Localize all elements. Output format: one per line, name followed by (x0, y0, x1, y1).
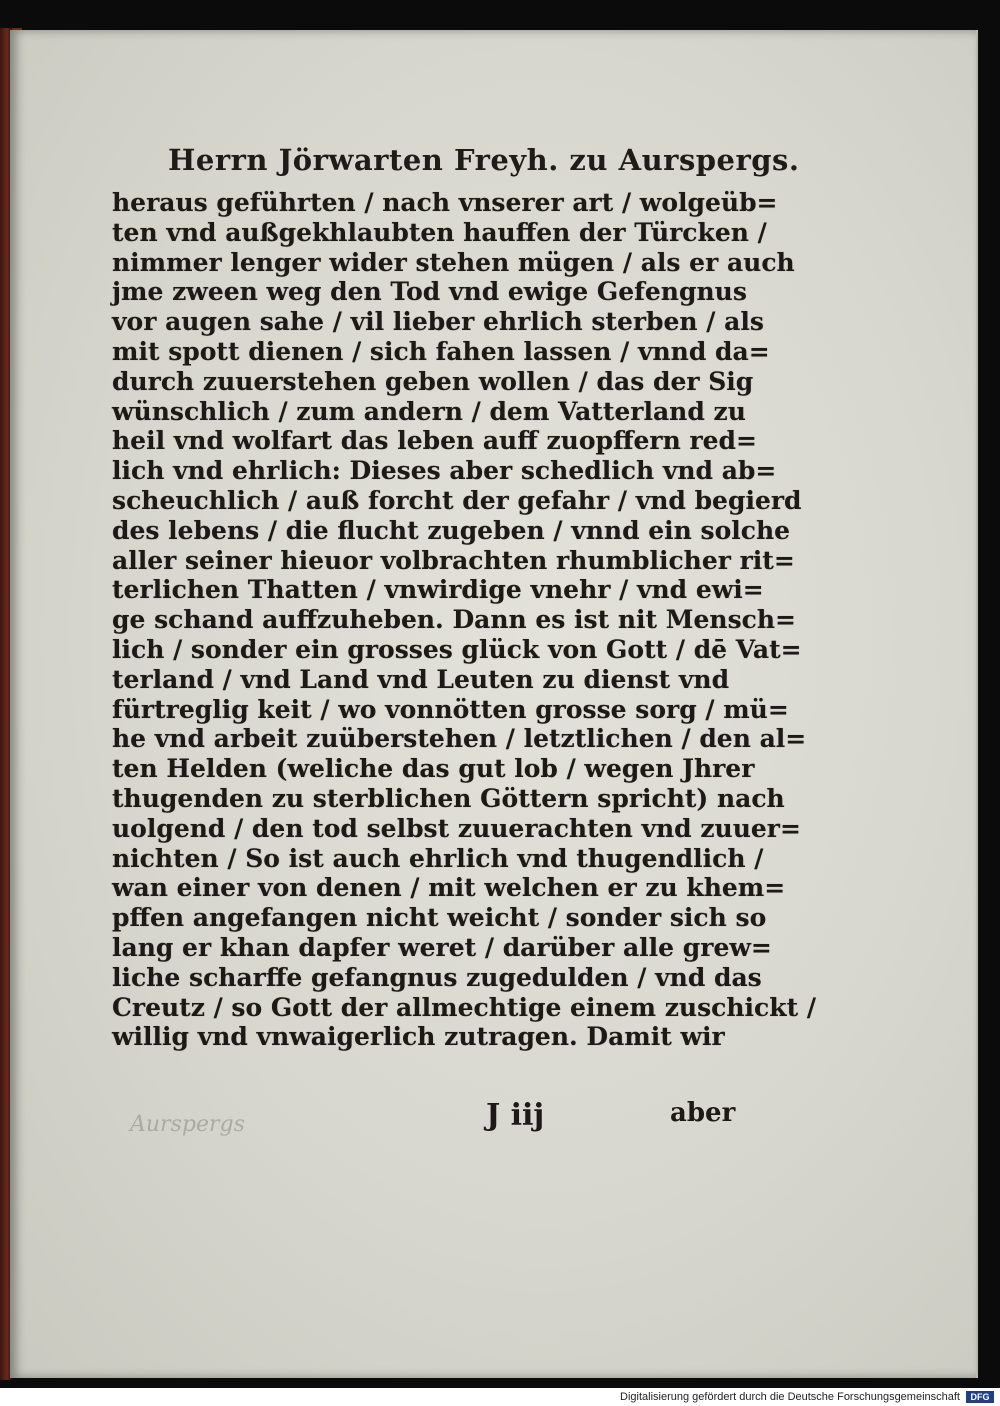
dfg-logo: DFG (966, 1391, 994, 1403)
text-line: willig vnd vnwaigerlich zutragen. Damit wir (112, 1022, 725, 1052)
text-line: terland / vnd Land vnd Leuten zu dienst vnd (112, 664, 730, 694)
text-line: thugenden zu sterblichen Göttern spricht) nach (112, 783, 785, 813)
text-line: pffen angefangen nicht weicht / sonder sich so (112, 903, 767, 933)
text-line: he vnd arbeit zuüberstehen / letztlichen / den al= (112, 724, 807, 754)
text-line: uolgend / den tod selbst zuuerachten vnd zuuer= (112, 813, 801, 843)
text-line: nichten / So ist auch ehrlich vnd thugendlich / (112, 843, 764, 873)
text-line: lang er khan dapfer weret / darüber alle grew= (112, 932, 772, 962)
text-line: heil vnd wolfart das leben auff zuopffern red= (112, 426, 757, 456)
text-line: ten vnd außgekhlaubten hauffen der Türcken / (112, 217, 767, 247)
body-text (112, 188, 816, 1052)
text-line: durch zuuerstehen geben wollen / das der Sig (112, 366, 754, 396)
signature-mark: J iij (486, 1098, 545, 1133)
text-line: des lebens / die flucht zugeben / vnnd ein solche (112, 515, 791, 545)
text-line: terlichen Thatten / vnwirdige vnehr / vnd ewi= (112, 575, 764, 605)
funding-credit: Digitalisierung gefördert durch die Deutsche Forschungsgemeinschaft (620, 1391, 960, 1403)
catchword: aber (670, 1098, 736, 1128)
text-line: wan einer von denen / mit welchen er zu khem= (112, 873, 786, 903)
text-line: nimmer lenger wider stehen mügen / als er auch (112, 247, 795, 277)
text-line: fürtreglig keit / wo vonnötten grosse sorg / mü= (112, 694, 789, 724)
text-line: vor augen sahe / vil lieber ehrlich sterben / als (112, 307, 764, 337)
text-line: jme zween weg den Tod vnd ewige Gefengnus (112, 277, 747, 307)
text-line: wünschlich / zum andern / dem Vatterland zu (112, 396, 746, 426)
footer-bar (0, 1388, 1000, 1406)
running-head: Herrn Jörwarten Freyh. zu Aurspergs. (168, 143, 800, 177)
text-line: aller seiner hieuor volbrachten rhumblicher rit= (112, 545, 795, 575)
text-line: ge schand auffzuheben. Dann es ist nit Mensch= (112, 605, 796, 635)
text-line: lich vnd ehrlich: Dieses aber schedlich vnd ab= (112, 456, 777, 486)
text-line: liche scharffe gefangnus zugedulden / vnd das (112, 962, 762, 992)
text-line: ten Helden (weliche das gut lob / wegen Jhrer (112, 754, 755, 784)
text-line: scheuchlich / auß forcht der gefahr / vnd begierd (112, 485, 802, 515)
text-line: mit spott dienen / sich fahen lassen / vnnd da= (112, 336, 770, 366)
bleed-through-text: Aurspergs (130, 1112, 245, 1137)
text-line: lich / sonder ein grosses glück von Gott / dē Vat= (112, 634, 802, 664)
text-line: heraus geführten / nach vnserer art / wolgeüb= (112, 188, 778, 217)
text-line: Creutz / so Gott der allmechtige einem zuschickt / (112, 992, 816, 1022)
